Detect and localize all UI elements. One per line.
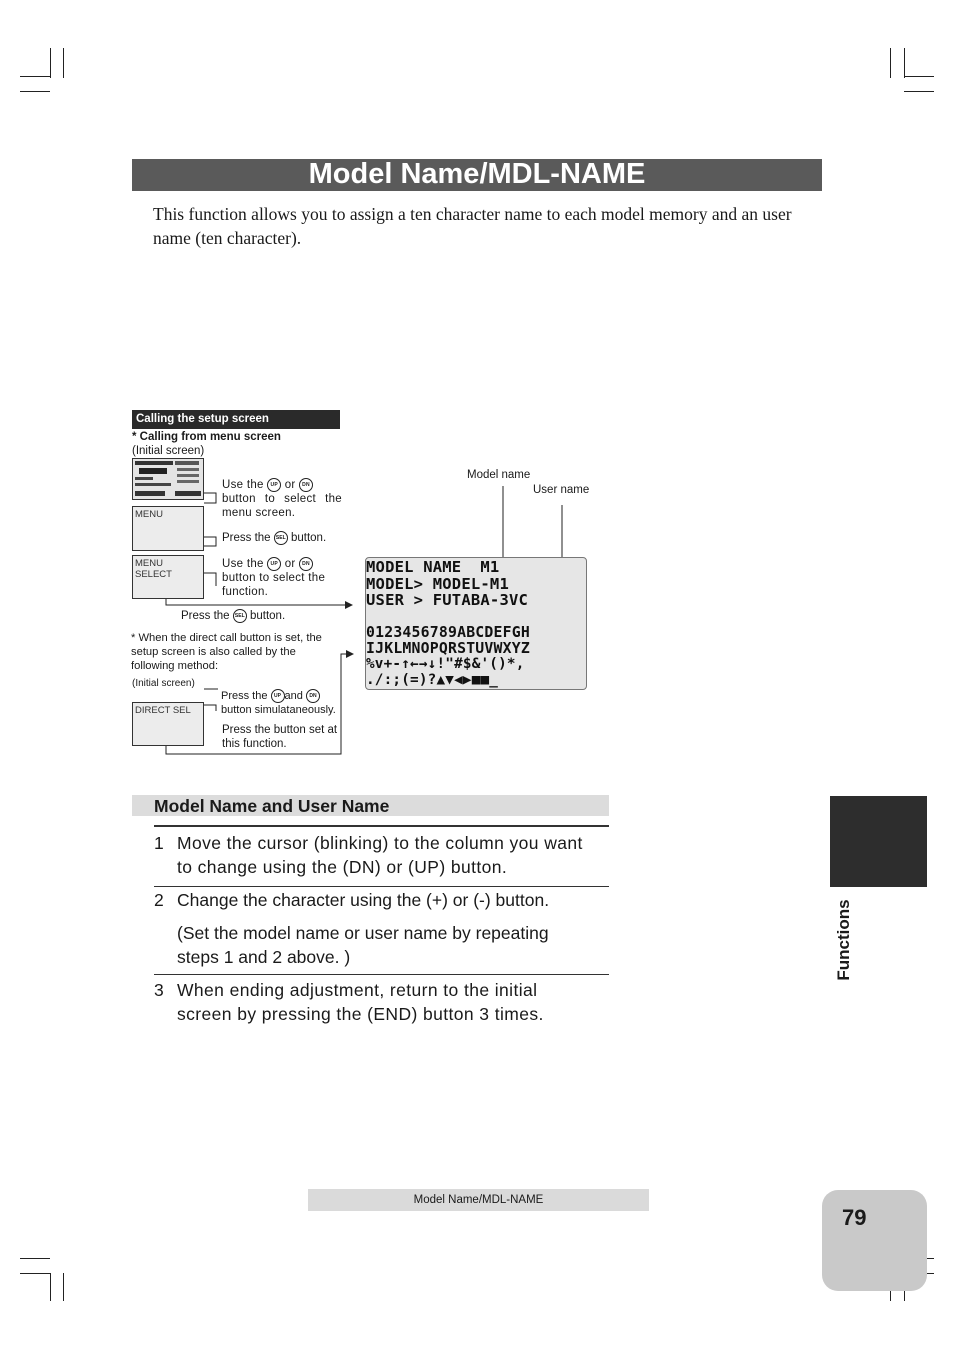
page-number: 79 (842, 1205, 867, 1230)
from-menu-label: * Calling from menu screen (132, 431, 281, 443)
user-name-callout: User name (533, 484, 590, 496)
step-number: 2 (154, 890, 164, 910)
step-2-extra (154, 921, 594, 969)
sel-button-icon: SEL (233, 609, 247, 623)
lcd-line: MODEL> MODEL-M1 (366, 575, 509, 593)
lcd-line: 0123456789ABCDEFGH (366, 624, 530, 641)
direct-call-note: * When the direct call button is set, the setup screen is also called by the following method: (131, 632, 322, 672)
initial-screen-label-2: (Initial screen) (132, 678, 195, 689)
lcd-line: %v+-↑←→↓!"#$&'()*, (366, 656, 525, 672)
lcd-line: USER > FUTABA-3VC (366, 591, 529, 609)
functions-side-label: Functions (834, 899, 853, 981)
model-name-callout: Model name (467, 469, 531, 481)
page-number-box (822, 1190, 927, 1291)
divider (154, 974, 609, 975)
page-title: Model Name/MDL-NAME (308, 158, 646, 190)
footer-title: Model Name/MDL-NAME (413, 1194, 544, 1206)
up-button-icon: UP (267, 557, 281, 571)
step-2 (154, 888, 594, 912)
section-tab (830, 796, 927, 887)
step-number: 1 (154, 833, 165, 853)
lcd-line: MODEL NAME M1 (366, 558, 500, 576)
step-number: 3 (154, 980, 165, 1000)
setup-heading: Calling the setup screen (132, 410, 340, 429)
dn-button-icon: DN (299, 557, 313, 571)
press-sel-2-instruction: Press the SEL button. (181, 610, 286, 623)
step-text: When ending adjustment, return to the initial screen by pressing the (END) button 3 times. (177, 980, 544, 1024)
menu-select-label: MENU SELECT (135, 558, 172, 580)
step-select-function: Use the UP or DN button to select the function. (222, 558, 326, 599)
lcd-line: ./:;(=)?▲▼◀▶■■_ (366, 672, 499, 688)
side-label-container (823, 900, 863, 980)
section-title: Model Name and User Name (154, 796, 390, 816)
step-3 (154, 978, 594, 1026)
press-button-set: Press the button set at this function. (222, 724, 338, 750)
sel-button-icon: SEL (274, 531, 288, 545)
divider (154, 825, 609, 827)
initial-screen-label: (Initial screen) (132, 445, 205, 457)
direct-sel-label: DIRECT SEL (135, 705, 191, 716)
step-text: Change the character using the (+) or (-) button. (177, 890, 550, 910)
step-1 (154, 831, 594, 879)
press-up-dn-instruction: Press the UP and DN button simulataneously. (221, 690, 336, 717)
step-extra-text: (Set the model name or user name by repeating steps 1 and 2 above. ) (177, 923, 549, 967)
press-sel-instruction: Press the SEL button. (222, 532, 327, 545)
dn-button-icon: DN (299, 478, 313, 492)
step-select-menu: Use the UP or DN button to select the menu screen. (222, 479, 342, 520)
up-button-icon: UP (271, 689, 285, 703)
lcd-line: IJKLMNOPQRSTUVWXYZ (366, 640, 530, 657)
dn-button-icon: DN (306, 689, 320, 703)
menu-screen-label: MENU (135, 509, 163, 520)
divider (154, 886, 609, 887)
up-button-icon: UP (267, 478, 281, 492)
intro-paragraph: This function allows you to assign a ten character name to each model memory and an user name (ten character). (153, 204, 792, 248)
step-text: Move the cursor (blinking) to the column you want to change using the (DN) or (UP) button. (177, 833, 583, 877)
